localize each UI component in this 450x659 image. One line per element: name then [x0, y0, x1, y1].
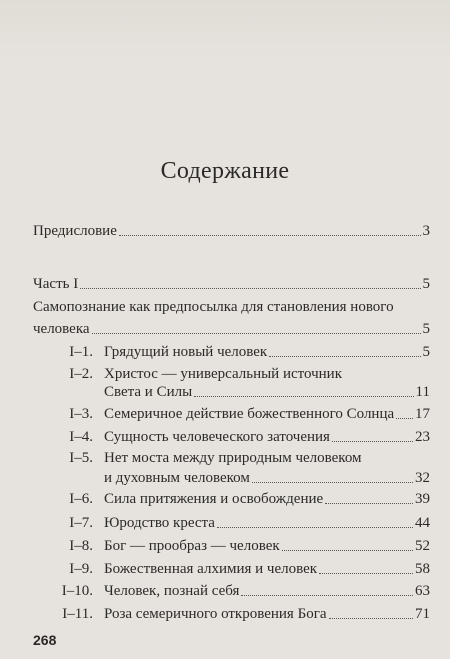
toc-entry-chapter — [104, 383, 430, 401]
chapter-title: Сущность человеческого заточения — [104, 429, 330, 445]
chapter-title-continued: Света и Силы — [104, 384, 193, 400]
toc-entry-chapter — [104, 582, 430, 600]
bleed-through-shadow — [0, 0, 450, 60]
toc-page-number: 63 — [415, 583, 430, 599]
chapter-number: I–2. — [69, 366, 93, 382]
chapter-number: I–5. — [69, 450, 93, 466]
chapter-number: I–3. — [69, 406, 93, 422]
toc-entry-label: человека — [33, 321, 90, 337]
dot-leader — [80, 287, 420, 289]
chapter-title: Христос — универсальный источник — [104, 366, 342, 382]
dot-leader — [252, 481, 413, 483]
toc-page-number: 71 — [415, 606, 430, 622]
dot-leader — [217, 526, 413, 528]
dot-leader — [329, 617, 413, 619]
toc-entry-chapter — [104, 560, 430, 578]
toc-page-number: 5 — [422, 276, 430, 292]
chapter-number: I–1. — [69, 344, 93, 360]
toc-page-number: 58 — [415, 561, 430, 577]
toc-entry-chapter — [104, 514, 430, 532]
toc-entry-chapter — [104, 469, 430, 487]
chapter-title: Человек, познай себя — [104, 583, 240, 599]
chapter-title: Нет моста между природным человеком — [104, 450, 362, 466]
toc-page-number: 5 — [422, 321, 430, 337]
toc-page-number: 5 — [422, 344, 430, 360]
toc-page-number: 32 — [415, 470, 430, 486]
chapter-number: I–8. — [69, 538, 93, 554]
dot-leader — [282, 549, 413, 551]
chapter-number: I–10. — [61, 583, 93, 599]
dot-leader — [241, 594, 413, 596]
page-title: Содержание — [160, 158, 290, 184]
dot-leader — [319, 572, 413, 574]
toc-entry-label: Часть I — [33, 276, 79, 292]
chapter-number: I–11. — [62, 606, 93, 622]
chapter-title: Грядущий новый человек — [104, 344, 268, 360]
dot-leader — [92, 332, 421, 334]
page-number-footer: 268 — [33, 632, 57, 648]
chapter-number: I–6. — [69, 491, 93, 507]
chapter-title-continued: и духовным человеком — [104, 470, 250, 486]
toc-page-number: 52 — [415, 538, 430, 554]
dot-leader — [119, 234, 421, 236]
toc-entry-part — [33, 275, 430, 293]
chapter-title: Сила притяжения и освобождение — [104, 491, 324, 507]
toc-page-number: 39 — [415, 491, 430, 507]
toc-page-number: 17 — [415, 406, 430, 422]
dot-leader — [396, 417, 413, 419]
chapter-title: Семеричное действие божественного Солнца — [104, 406, 395, 422]
chapter-number: I–7. — [69, 515, 93, 531]
toc-section-line1: Самопознание как предпосылка для становления нового — [33, 299, 394, 315]
chapter-title: Юродство креста — [104, 515, 215, 531]
toc-entry-label: Предисловие — [33, 223, 117, 239]
toc-entry-chapter — [104, 605, 430, 623]
chapter-number: I–9. — [69, 561, 93, 577]
dot-leader — [194, 395, 413, 397]
toc-page-number: 11 — [415, 384, 430, 400]
toc-page-number: 23 — [415, 429, 430, 445]
toc-entry-chapter — [104, 405, 430, 423]
toc-page-number: 3 — [422, 223, 430, 239]
toc-entry-chapter — [104, 428, 430, 446]
toc-entry-chapter — [104, 490, 430, 508]
toc-entry-chapter — [104, 343, 430, 361]
chapter-title: Божественная алхимия и человек — [104, 561, 318, 577]
toc-page-number: 44 — [415, 515, 430, 531]
chapter-number: I–4. — [69, 429, 93, 445]
toc-entry-chapter — [104, 537, 430, 555]
toc-entry-preface — [33, 222, 430, 240]
dot-leader — [325, 502, 413, 504]
toc-entry-section — [33, 320, 430, 338]
dot-leader — [332, 440, 413, 442]
dot-leader — [269, 355, 420, 357]
chapter-title: Бог — прообраз — человек — [104, 538, 280, 554]
chapter-title: Роза семеричного откровения Бога — [104, 606, 327, 622]
